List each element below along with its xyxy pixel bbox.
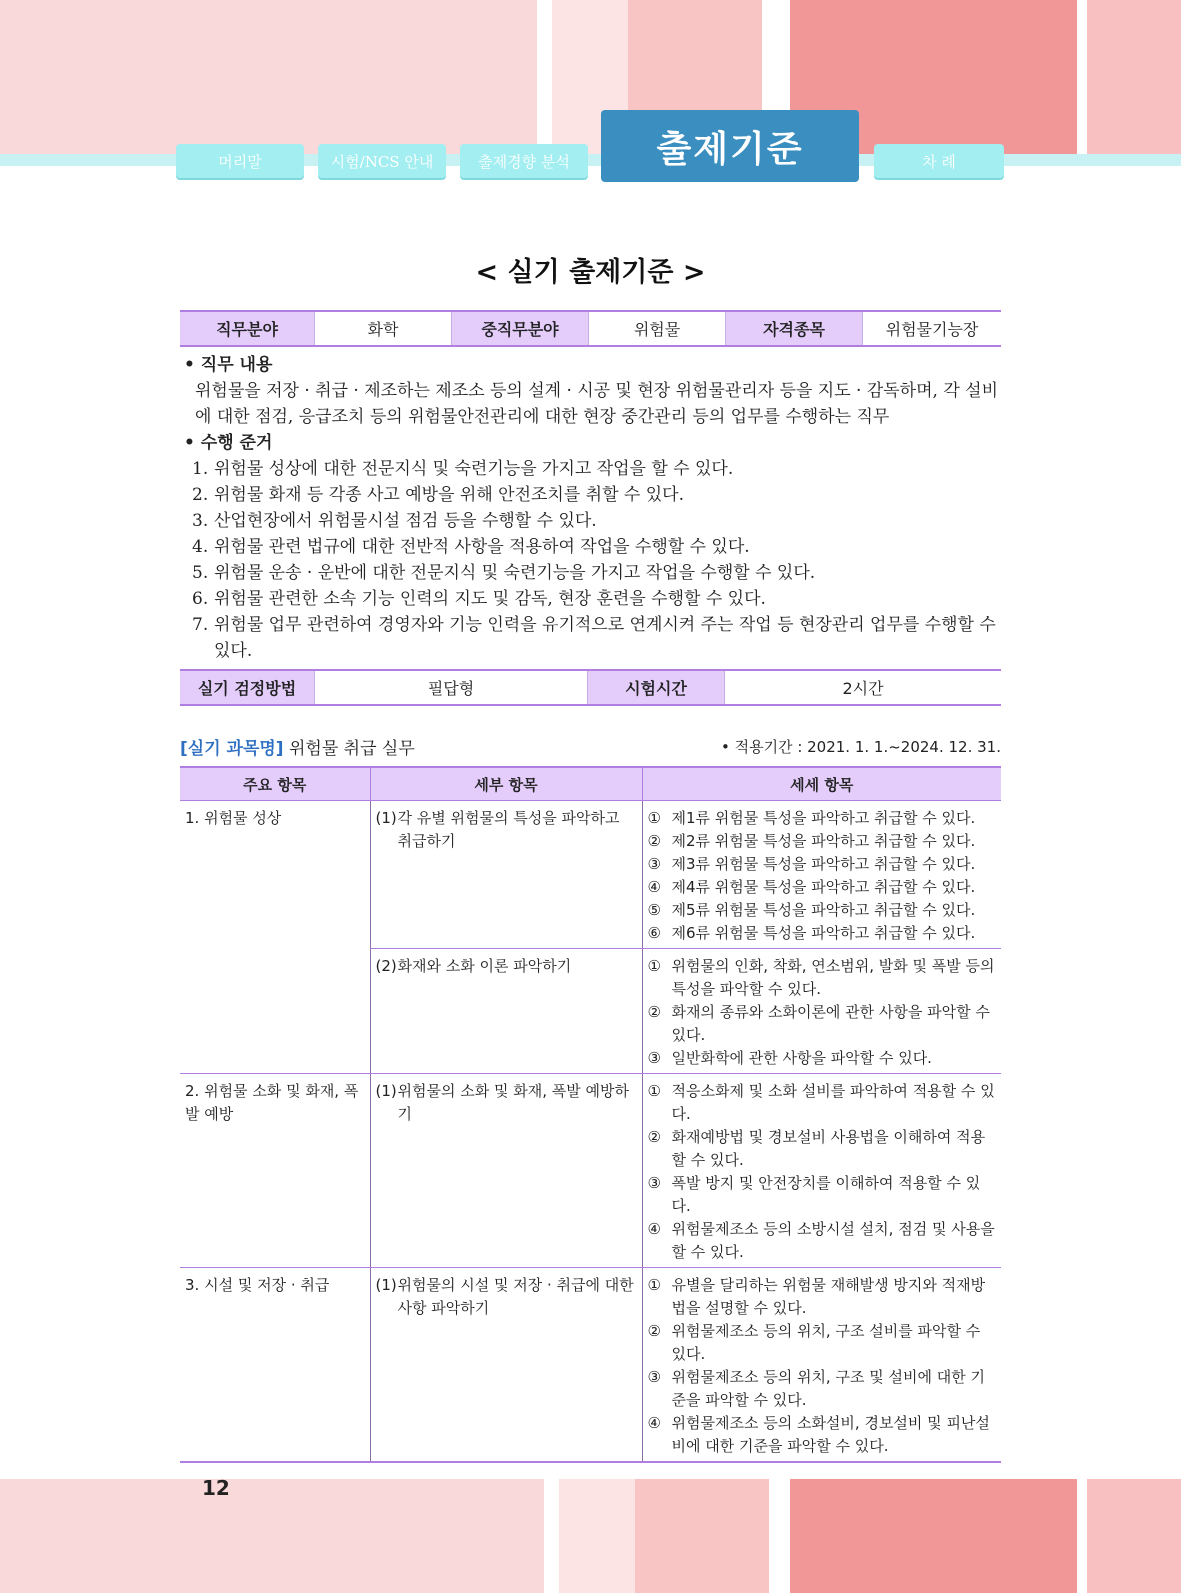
detail-item: ② 위험물제조소 등의 위치, 구조 설비를 파악할 수 있다.	[647, 1322, 981, 1363]
standard-item: 4. 위험물 관련 법규에 대한 전반적 사항을 적용하여 작업을 수행할 수 있다.	[192, 537, 750, 557]
job-info-table	[180, 310, 1001, 347]
sub-item-cell	[370, 1074, 642, 1268]
detail-item: ⑥ 제6류 위험물 특성을 파악하고 취급할 수 있다.	[647, 924, 976, 942]
header-decor-block-5	[1087, 0, 1181, 154]
sub-item-cell	[370, 1268, 642, 1463]
application-period: • 적용기간 : 2021. 1. 1.~2024. 12. 31.	[720, 738, 1001, 756]
sub-item: (1) 위험물의 시설 및 저장 · 취급에 대한 사항 파악하기	[375, 1276, 634, 1317]
footer-decor-block-3	[635, 1479, 769, 1593]
detail-item: ⑤ 제5류 위험물 특성을 파악하고 취급할 수 있다.	[647, 901, 976, 919]
detail-item: ② 화재예방법 및 경보설비 사용법을 이해하여 적용할 수 있다.	[647, 1128, 986, 1169]
sub-item: (1) 위험물의 소화 및 화재, 폭발 예방하기	[375, 1082, 629, 1123]
standard-item: 2. 위험물 화재 등 각종 사고 예방을 위해 안전조치를 취할 수 있다.	[192, 485, 684, 505]
detail-item: ① 제1류 위험물 특성을 파악하고 취급할 수 있다.	[647, 809, 976, 827]
detail-item-cell	[642, 1074, 1001, 1268]
field-label: 직무분야	[180, 311, 315, 346]
footer-decor-block-4	[790, 1479, 1077, 1593]
detail-item: ① 적응소화제 및 소화 설비를 파악하여 적용할 수 있다.	[647, 1082, 995, 1123]
tab-preface[interactable]: 머리말	[176, 144, 304, 178]
detail-item: ③ 위험물제조소 등의 위치, 구조 및 설비에 대한 기준을 파악할 수 있다.	[647, 1368, 985, 1409]
standards-heading: • 수행 준거	[184, 433, 273, 453]
detail-item: ② 제2류 위험물 특성을 파악하고 취급할 수 있다.	[647, 832, 976, 850]
page-title: < 실기 출제기준 >	[475, 257, 706, 288]
time-value: 2시간	[725, 670, 1002, 705]
header-detail-item: 세세 항목	[642, 767, 1001, 801]
header-main-item: 주요 항목	[180, 767, 370, 801]
duty-heading: • 직무 내용	[184, 355, 273, 375]
exam-method-table	[180, 669, 1001, 706]
detail-item: ③ 일반화학에 관한 사항을 파악할 수 있다.	[647, 1049, 932, 1067]
subfield-label: 중직무분야	[452, 311, 589, 346]
time-label: 시험시간	[588, 670, 725, 705]
standard-item: 7. 위험물 업무 관련하여 경영자와 기능 인력을 유기적으로 연계시켜 주는 작업 등 현장관리 업무를 수행할 수 있다.	[192, 615, 996, 661]
tab-contents[interactable]: 차 례	[874, 144, 1004, 178]
method-value: 필답형	[315, 670, 588, 705]
sub-item-cell	[370, 949, 642, 1074]
table-row	[180, 1268, 1001, 1463]
footer-decor-block-5	[1087, 1479, 1181, 1593]
detail-item: ④ 위험물제조소 등의 소방시설 설치, 점검 및 사용을 할 수 있다.	[647, 1220, 995, 1261]
main-item-cell	[180, 1268, 370, 1463]
sub-item: (1) 각 유별 위험물의 특성을 파악하고 취급하기	[375, 809, 620, 850]
certification-value: 위험물기능장	[863, 311, 1002, 346]
main-item: 2. 위험물 소화 및 화재, 폭발 예방	[185, 1082, 359, 1123]
subfield-value: 위험물	[589, 311, 726, 346]
page-number: 12	[202, 1476, 230, 1500]
detail-item-cell	[642, 1268, 1001, 1463]
detail-item-cell	[642, 801, 1001, 949]
sub-item: (2) 화재와 소화 이론 파악하기	[375, 957, 572, 975]
standard-item: 1. 위험물 성상에 대한 전문지식 및 숙련기능을 가지고 작업을 할 수 있다.	[192, 459, 734, 479]
certification-label: 자격종목	[726, 311, 863, 346]
detail-item: ③ 제3류 위험물 특성을 파악하고 취급할 수 있다.	[647, 855, 976, 873]
subject-tag: [실기 과목명]	[180, 739, 284, 759]
detail-item: ④ 제4류 위험물 특성을 파악하고 취급할 수 있다.	[647, 878, 976, 896]
subject-line	[180, 734, 1001, 759]
standard-item: 5. 위험물 운송 · 운반에 대한 전문지식 및 숙련기능을 가지고 작업을 수행할 수 있다.	[192, 563, 816, 583]
main-item: 1. 위험물 성상	[185, 809, 282, 827]
footer-decor-block-1	[0, 1479, 544, 1593]
detail-item: ① 위험물의 인화, 착화, 연소범위, 발화 및 폭발 등의 특성을 파악할 수 있다.	[647, 957, 995, 998]
footer-decor-block-2	[559, 1479, 635, 1593]
main-item-cell	[180, 1074, 370, 1268]
table-row	[180, 1074, 1001, 1268]
tab-trend-analysis[interactable]: 출제경향 분석	[460, 144, 588, 178]
job-description-block	[184, 352, 1001, 664]
detail-item: ① 유별을 달리하는 위험물 재해발생 방지와 적재방법을 설명할 수 있다.	[647, 1276, 986, 1317]
standard-item: 6. 위험물 관련한 소속 기능 인력의 지도 및 감독, 현장 훈련을 수행할 수 있다.	[192, 589, 766, 609]
detail-item: ② 화재의 종류와 소화이론에 관한 사항을 파악할 수 있다.	[647, 1003, 990, 1044]
table-row	[180, 801, 1001, 949]
tab-exam-ncs-guide[interactable]: 시험/NCS 안내	[318, 144, 446, 178]
header-decor-block-1	[0, 0, 537, 154]
tab-exam-criteria[interactable]: 출제기준	[601, 110, 859, 182]
standards-list	[184, 456, 1001, 664]
header-sub-item: 세부 항목	[370, 767, 642, 801]
sub-item-cell	[370, 801, 642, 949]
standard-item: 3. 산업현장에서 위험물시설 점검 등을 수행할 수 있다.	[192, 511, 597, 531]
duty-text: 위험물을 저장 · 취급 · 제조하는 제조소 등의 설계 · 시공 및 현장 위험물관리자 등을 지도 · 감독하며, 각 설비에 대한 점검, 응급조치 등의 위험물안전관리에 대한 현장 중간관리 등의 업무를 수행하는 직무	[195, 381, 998, 427]
subject-name: 위험물 취급 실무	[288, 739, 415, 759]
main-item-cell	[180, 801, 370, 1074]
field-value: 화학	[315, 311, 452, 346]
detail-criteria-table	[180, 766, 1001, 1463]
detail-item-cell	[642, 949, 1001, 1074]
main-item: 3. 시설 및 저장 · 취급	[185, 1276, 330, 1294]
method-label: 실기 검정방법	[180, 670, 315, 705]
detail-item: ③ 폭발 방지 및 안전장치를 이해하여 적용할 수 있다.	[647, 1174, 981, 1215]
detail-item: ④ 위험물제조소 등의 소화설비, 경보설비 및 피난설비에 대한 기준을 파악할 수 있다.	[647, 1414, 990, 1455]
